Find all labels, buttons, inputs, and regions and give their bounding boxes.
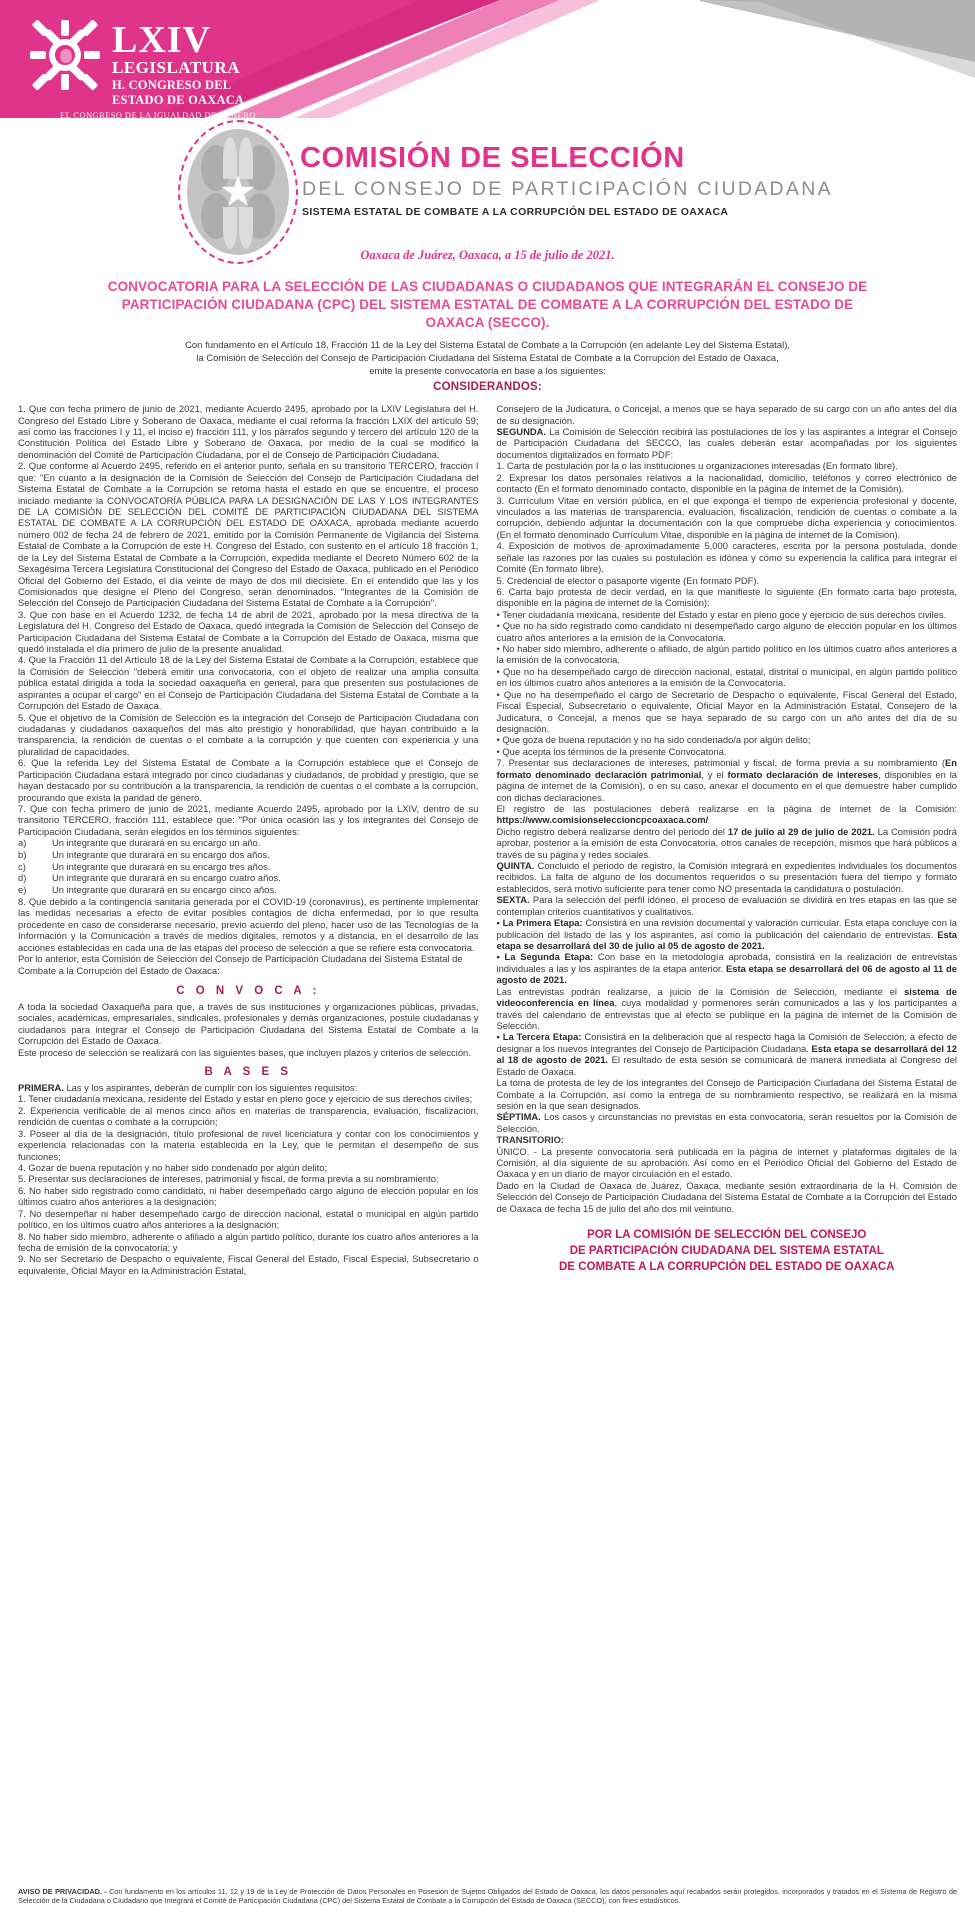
considerando-8: 8. Que debido a la contingencia sanitaria generada por el COVID-19 (coronavirus), es pertinente implementar las medidas necesarias a efecto de evitar posibles contagios de dicha enfermedad, por lo que resulta procedente en caso de considerarse necesario, previo acuerdo del pleno, hacer uso de las Tecnologías de la Información y la Comunicación a través de medios digitales, remotos y a distancia, en el desarrollo de las acciones establecidas en cada una de las etapas del proceso de selección a que se refiere esta convocatoria. xyxy=(18,895,479,953)
protesta-bullet-2: • Que no ha sido registrado como candidato ni desempeñado cargo alguno de elección popular en los últimos cuatro años anteriores a la emisión de la Convocatoria. xyxy=(496,620,957,643)
etapa-primera-fechas: Esta etapa se desarrollará del 30 de julio al 05 de agosto de 2021. xyxy=(496,928,957,952)
considerando-closing: Por lo anterior, esta Comisión de Selección del Consejo de Participación Ciudadana del Sistema Estatal de Combate a la Corrupción del Estado de Oaxaca: xyxy=(18,953,463,976)
registro-line xyxy=(497,803,958,826)
considerando-6: 6. Que la referida Ley del Sistema Estatal de Combate a la Corrupción establece que el Consejo de Participación Ciudadana estará integrado por cinco ciudadanas y ciudadanos, de probidad y prestigio, que se hayan destacado por su contribución a la transparencia, la rendición de cuentas o el combate a la corrupción, procurando que exista la paridad de género. xyxy=(18,757,479,803)
convocatoria-title: CONVOCATORIA PARA LA SELECCIÓN DE LAS CIUDADANAS O CIUDADANOS QUE INTEGRARÁN EL CONSEJO DE PARTICIPACIÓN CIUDADANA (CPC) DEL SISTEMA ESTATAL DE COMBATE A LA CORRUPCIÓN DEL ESTADO DE OAXACA (SECCO). xyxy=(107,279,868,330)
periodo-fechas: 17 de julio al 29 de julio de 2021. xyxy=(727,825,875,837)
requisito-9: 9. No ser Secretario de Despacho o equivalente, Fiscal General del Estado, Fiscal Especial, Subsecretario o equivalente, Oficial Mayor en la Administración Estatal, xyxy=(18,1253,479,1276)
congress-logo xyxy=(30,20,256,118)
considerando-7: 7. Que con fecha primero de junio de 2021, mediante Acuerdo 2495, aprobado por la LXIV, dentro de su transitorio TERCERO, fracción 111, establece que: "Por única ocasión las y los integrantes del Consejo de Participación Ciudadana, serán elegidos en los términos siguientes: xyxy=(18,802,479,837)
body-columns xyxy=(0,393,975,1276)
etapa-tercera-text-2: El resultado de esta sesión se comunicará de manera inmediata al Congreso del Estado de Oaxaca. xyxy=(496,1054,957,1077)
list-item-label: Un integrante que durarará en su encargo dos años. xyxy=(52,848,270,860)
videoconf-label: sistema de videoconferencia en línea xyxy=(496,985,957,1009)
bases-heading: B A S E S xyxy=(204,1066,293,1079)
documento-6: 6. Carta bajo protesta de decir verdad, en la que manifieste lo siguiente (En formato carta bajo protesta, disponible en la página de internet de la Comisión): xyxy=(496,585,957,609)
etapa-segunda-label: • La Segunda Etapa: xyxy=(496,951,594,963)
base-segunda-text: La Comisión de Selección recibirá las postulaciones de los y las aspirantes a integrar el Consejo de Participación Ciudadana del SECCO, las cuales deberán estar acompañadas por los siguientes documentos digitalizados en formato PDF: xyxy=(496,426,957,460)
issue-date: Oaxaca de Juárez, Oaxaca, a 15 de julio de 2021. xyxy=(360,248,615,262)
considerando-4: 4. Que la Fracción 11 del Artículo 18 de la Ley del Sistema Estatal de Combate a la Corrupción, establece que la Comisión de Selección "deberá emitir una convocatoria, con el objeto de realizar una amplia consulta pública estatal dirigida a toda la sociedad oaxaqueña en general, para que presenten sus postulaciones de aspirantes a ocupar el cargo" en el Consejo de Participación Ciudadana del Sistema Estatal de Combate a la Corrupción del Estado de Oaxaca. xyxy=(18,654,479,712)
base-septima xyxy=(497,1111,958,1134)
list-item-label: Un integrante que durarará en su encargo tres años. xyxy=(52,860,271,872)
base-primera-label: PRIMERA. xyxy=(18,1082,64,1094)
list-item-letter: b) xyxy=(18,848,27,860)
periodo-c: La Comisión podrá aprobar, posterior a la emisión de esta Convocatoria, otros canales de recepción, mismos que hará públicos a través de su página y redes sociales. xyxy=(496,825,957,860)
document-title-block xyxy=(0,120,975,242)
protesta-bullet-5: • Que no ha desempeñado el cargo de Secretario de Despacho o equivalente, Fiscal General del Estado, Fiscal Especial, Subsecretario o equivalente, Oficial Mayor en la Administración Estatal, Consejero de la Judicatura, o Concejal, a menos que se haya separado de su cargo con un año antes del día de su designación. xyxy=(496,688,957,734)
intro-line-2: la Comisión de Selección del Consejo de Participación Ciudadana del Sistema Estatal de Combate a la Corrupción del Estado de Oaxaca, xyxy=(196,352,779,364)
etapa-primera xyxy=(497,917,958,951)
requisito-9-continued: Consejero de la Judicatura, o Concejal, a menos que se haya separado de su cargo con un año antes del día de su designación. xyxy=(496,403,957,426)
transitorio-heading: TRANSITORIO: xyxy=(496,1134,565,1146)
documento-7-format-2: formato declaración de intereses xyxy=(727,768,879,780)
intro-line-1: Con fundamento en el Artículo 18, Fracción 11 de la Ley del Sistema Estatal de Combate a la Corrupción (en adelante Ley del Sistema Estatal), xyxy=(185,339,790,351)
base-primera xyxy=(18,1082,479,1093)
page-subtitle: DEL CONSEJO DE PARTICIPACIÓN CIUDADANA xyxy=(302,178,833,200)
considerando-5: 5. Que el objetivo de la Comisión de Selección es la integración del Consejo de Participación Ciudadana con ciudadanas y ciudadanos oaxaqueños del más alto prestigio y honorabilidad, que hayan contribuido a la transparencia, la rendición de cuentas o el combate a la corrupción y que cuenten con experiencia y una pluralidad de capacidades. xyxy=(18,711,479,757)
list-item xyxy=(18,884,479,896)
list-item-letter: a) xyxy=(18,837,27,849)
base-quinta-label: QUINTA. xyxy=(496,860,535,872)
logo-congress-2: ESTADO DE OAXACA xyxy=(112,92,245,107)
right-column xyxy=(497,403,958,1276)
requisito-7: 7. No desempeñar ni haber desempeñado cargo de dirección nacional, estatal o municipal en algún partido político, en los últimos cuatro años anteriores a la designación; xyxy=(18,1207,479,1231)
base-sexta-text: Para la selección del perfil idóneo, el proceso de evaluación se dividirá en tres etapas en las que se contemplan criterios cuantitativos y cualitativos. xyxy=(496,894,957,917)
protesta-bullet-4: • Que no ha desempeñado cargo de dirección nacional, estatal, distrital o municipal, en algún partido político en los últimos cuatro años anteriores a la emisión de la Convocatoria. xyxy=(496,665,957,689)
etapa-segunda xyxy=(497,951,958,985)
base-quinta-text: Concluido el periodo de registro, la Comisión integrará en expedientes individuales los documentos recibidos. La falta de alguno de los documentos requeridos o su presentación fuera del tiempo y formato establecidos, será motivo suficiente para tener como NO presentada la candidatura o postulación. xyxy=(496,860,957,894)
etapa-tercera-label: • La Tercera Etapa: xyxy=(496,1031,582,1043)
page-subtitle-2: SISTEMA ESTATAL DE COMBATE A LA CORRUPCIÓN DEL ESTADO DE OAXACA xyxy=(302,206,729,218)
videoconf-a: Las entrevistas podrán realizarse, a juicio de la Comisión de Selección, mediante el xyxy=(496,985,905,997)
logo-congress-1: H. CONGRESO DEL xyxy=(112,77,232,92)
privacy-label: AVISO DE PRIVACIDAD. - xyxy=(18,1886,107,1896)
privacy-notice xyxy=(18,1887,957,1906)
requisito-2: 2. Experiencia verificable de al menos cinco años en materias de transparencia, evaluación, fiscalización, rendición de cuentas o combate a la corrupción; xyxy=(18,1104,479,1128)
documento-7-c: , y el xyxy=(701,768,728,780)
requisito-6: 6. No haber sido registrado como candidato, ni haber desempeñado cargo alguno de elección popular en los últimos cuatro años anteriores a la designación; xyxy=(18,1184,479,1208)
toma-protesta: La toma de protesta de ley de los integrantes del Consejo de Participación Ciudadana del Sistema Estatal de Combate a la Corrupción, así como la entrega de su nombramiento respectivo, se realizará en la misma sesión en la que sean designados. xyxy=(496,1077,957,1111)
base-quinta xyxy=(497,860,958,894)
transitorio-unico: ÚNICO. - La presente convocatoria será publicada en la página de internet y plataformas digitales de la Comisión, al día siguiente de su aprobación. Así como en el Periódico Oficial del Gobierno del Estado de Oaxaca y en un diario de mayor circulación en el estado. xyxy=(496,1145,957,1180)
base-segunda-label: SEGUNDA. xyxy=(496,426,546,438)
base-primera-text: Las y los aspirantes, deberán de cumplir con los siguientes requisitos: xyxy=(63,1082,358,1094)
documento-3: 3. Currículum Vitae en versión pública, en el que exponga el tiempo de experiencia profesional y docente, vinculados a las materias de transparencia, evaluación, fiscalización, rendición de cuentas o combate a la corrupción, debiendo adjuntar la documentación con la que compruebe dicha experiencia y conocimientos. (En el formato denominado Currículum Vitae, disponible en la página de internet de la Comisión). xyxy=(496,494,957,540)
logo-legislatura: LEGISLATURA xyxy=(112,58,240,78)
etapa-tercera xyxy=(497,1031,958,1077)
etapa-segunda-videoconf xyxy=(497,986,958,1032)
list-item-letter: e) xyxy=(18,884,27,896)
documento-7 xyxy=(497,757,958,803)
signoff-block xyxy=(497,1228,958,1276)
etapa-tercera-fechas: Esta etapa se desarrollará del 12 al 18 de agosto de 2021. xyxy=(496,1042,957,1066)
etapa-primera-text: Consistirá en una revisión documental y valoración curricular. Esta etapa concluye con la publicación del listado de las y los aspirantes, así como la publicación del calendario de entrevistas. xyxy=(496,917,957,940)
convoca-body-2: Este proceso de selección se realizará con las siguientes bases, que incluyen plazos y criterios de selección. xyxy=(18,1046,471,1058)
list-item-label: Un integrante que durarará en su encargo un año. xyxy=(52,837,261,849)
list-item-label: Un integrante que durarará en su encargo cinco años. xyxy=(52,884,277,896)
signoff-line-1: POR LA COMISIÓN DE SELECCIÓN DEL CONSEJO xyxy=(587,1229,867,1242)
documento-7-a: 7. Presentar sus declaraciones de intereses, patrimonial y fiscal, de forma previa a su nombramiento ( xyxy=(496,757,946,769)
convoca-heading: C O N V O C A : xyxy=(176,984,321,997)
requisito-4: 4. Gozar de buena reputación y no haber sido condenado por algún delito; xyxy=(18,1161,328,1173)
requisito-3: 3. Poseer al día de la designación, título profesional de nivel licenciatura y contar con los conocimientos y experiencia relacionadas con la materia establecida en la Ley, que le permitan el desempeño de sus funciones; xyxy=(18,1127,479,1162)
considerando-1: 1. Que con fecha primero de junio de 2021, mediante Acuerdo 2495, aprobado por la LXIV Legislatura del H. Congreso del Estado Libre y Soberano de Oaxaca, mediante el cual reforma la fracción LXIX del artículo 59; así como las fracciones I y 11, el inciso e) fracción 111, y los párrafos segundo y tercero del artículo 120 de la Constitución Política del Estado Libre y Soberano de Oaxaca, por medio de la cual se modificó la denominación del Comité de Participación Ciudadana, por el de Consejo de Participación Ciudadana. xyxy=(18,403,479,460)
registro-url[interactable]: https://www.comisionseleccioncpcoaxaca.com/ xyxy=(496,814,709,826)
intro-paragraph xyxy=(0,339,975,378)
periodo-registro xyxy=(497,826,958,860)
considerando-3: 3. Que con base en el Acuerdo 1232, de fecha 14 de abril de 2021, aprobado por la mesa directiva de la Legislatura del H. Congreso del Estado de Oaxaca, quedó integrada la Comisión de Selección del Consejo de Participación Ciudadana del Sistema Estatal de Combate a la Corrupción del Estado de Oaxaca, misma que quedó instalada el día primero de julio de la presente anualidad. xyxy=(18,608,479,655)
page-header xyxy=(0,0,975,118)
logo-tagline: EL CONGRESO DE LA IGUALDAD DE GÉNERO xyxy=(60,109,256,118)
list-item-letter: c) xyxy=(18,860,26,872)
base-septima-text: Los casos y circunstancias no previstas en esta convocatoria, serán resueltos por la Comisión de Selección. xyxy=(496,1111,957,1134)
considerandos-heading: CONSIDERANDOS: xyxy=(433,381,542,394)
list-item xyxy=(18,849,479,861)
privacy-text: Con fundamento en los artículos 11, 12 y 19 de la Ley de Protección de Datos Personales en Posesión de Sujetos Obligados del Estado de Oaxaca, los datos personales aquí recabados serán protegidos, incorporados y tratados en el Sistema de Registro de Selección de la Ciudadana o Ciudadano que Integrará el Comité de Participación Ciudadana (CPC) del Sistema Estatal de Combate a la Corrupción del Estado de Oaxaca (SECCO), con fines estadísticos. xyxy=(18,1886,957,1906)
documento-4: 4. Exposición de motivos de aproximadamente 5,000 caracteres, escrita por la persona postulada, donde señale las razones por las cuales su postulación es idónea y cómo su experiencia la califica para integrar el Comité (En formato libre). xyxy=(496,540,957,575)
list-item-label: Un integrante que durarará en su encargo cuatro años. xyxy=(52,872,281,884)
base-septima-label: SÉPTIMA. xyxy=(496,1111,541,1123)
dado-en: Dado en la Ciudad de Oaxaca de Juárez, Oaxaca, mediante sesión extraordinaria de la H. Comisión de Selección del Consejo de Participación Ciudadana del Sistema Estatal de Combate a la Corrupción del Estado de Oaxaca de fecha 15 de julio del año dos mil veintiuno. xyxy=(496,1179,957,1214)
list-item xyxy=(18,872,479,884)
list-item xyxy=(18,837,479,849)
documento-1: 1. Carta de postulación por la o las instituciones u organizaciones interesadas (En formato libre). xyxy=(496,460,898,472)
page-title: COMISIÓN DE SELECCIÓN xyxy=(300,142,685,174)
etapa-tercera-text: Consistirá en la deliberación que al respecto haga la Comisión de Selección, a efecto de designar a los nuevos integrantes del Consejo de Participación Ciudadana. xyxy=(496,1031,958,1054)
requisito-5: 5. Presentar sus declaraciones de intereses, patrimonial y fiscal, de forma previa a su nombramiento; xyxy=(18,1173,439,1185)
protesta-bullet-6: • Que goza de buena reputación y no ha sido condenado/a por algún delito; xyxy=(496,734,811,746)
left-column xyxy=(18,403,479,1276)
logo-lxiv: LXIV xyxy=(112,19,212,61)
requisito-8: 8. No haber sido miembro, adherente o afiliado a algún partido político, durante los cuatro años anteriores a la fecha de emisión de la convocatoria; y xyxy=(18,1230,479,1253)
signoff-line-3: DE COMBATE A LA CORRUPCIÓN DEL ESTADO DE OAXACA xyxy=(559,1260,895,1273)
etapa-segunda-text: Con base en la metodología aprobada, consistirá en la realización de entrevistas individuales a las y los aspirantes de la etapa anterior. xyxy=(496,951,958,974)
protesta-bullet-1: • Tener ciudadanía mexicana, residente del Estado y estar en pleno goce y ejercicio de sus derechos civiles. xyxy=(496,608,947,620)
seal-emblem-icon xyxy=(178,120,298,264)
documento-2: 2. Expresar los datos personales relativos a la nacionalidad, domicilio, teléfonos y correo electrónico de contacto (En el formato denominado contacto, disponible en la página de internet de la Comisión). xyxy=(496,471,957,495)
considerando-2: 2. Que conforme al Acuerdo 2495, referido en el anterior punto, señala en su transitorio TERCERO, fracción I que: "En cuanto a la designación de la Comisión de Selección del Consejo de Participación Ciudadana del Sistema Estatal de Combate a la Corrupción se retoma hasta el estado en que se encuentre, el proceso iniciado mediante la CONVOCATORÍA PÚBLICA PARA LA DESIGNACIÓN DE LAS Y LOS INTEGRANTES DE LA COMISIÓN DE SELECCIÓN DEL COMITÉ DE PARTICIPACIÓN CIUDADANA DEL SISTEMA ESTATAL DE COMBATE A LA CORRUPCIÓN DEL ESTADO DE OAXACA, aprobada mediante acuerdo número 002 de fecha 24 de febrero de 2021, emitido por la Comisión Permanente de Vigilancia del Sistema Estatal de Combate a la Corrupción de este H. Congreso del Estado, con sustento en el artículo 18 fracción 1, de la Ley del Sistema Estatal de Combate a la Corrupción, expedida mediante el Decreto Número 602 de la Sexagésima Tercera Legislatura Constitucional del Congreso del Estado de Oaxaca, publicado en el Periódico Oficial del Gobierno del Estado, el día veinte de mayo de dos mil diecisiete. En el entendido que las y los Comisionados que designe el Pleno del Congreso, serán denominados. "Integrantes de la Comisión de Selección del Consejo de Participación Ciudadana del Sistema Estatal de Combate a la Corrupción". xyxy=(18,460,479,609)
protesta-bullet-7: • Que acepta los términos de la presente Convocatoria. xyxy=(496,745,727,757)
periodo-a: Dicho registro deberá realizarse dentro del periodo del xyxy=(496,825,728,837)
base-sexta xyxy=(497,894,958,917)
base-segunda xyxy=(497,426,958,460)
etapa-segunda-fechas: Esta etapa se desarrollará del 06 de agosto al 11 de agosto de 2021. xyxy=(496,962,957,986)
requisito-1: 1. Tener ciudadanía mexicana, residente del Estado y estar en pleno goce y ejercicio de sus derechos civiles; xyxy=(18,1093,473,1105)
list-item xyxy=(18,861,479,873)
registro-text: El registro de las postulaciones deberá realizarse en la página de internet de la Comisión: xyxy=(496,802,957,814)
congress-emblem-icon xyxy=(30,20,100,90)
convoca-body: A toda la sociedad Oaxaqueña para que, a través de sus instituciones y organizaciones públicas, privadas, sociales, académicas, empresariales, sindicales, profesionales y demás organizaciones, postule ciudadanas y ciudadanos para integrar el Consejo de Participación Ciudadana del Sistema Estatal de Combate a la Corrupción del Estado de Oaxaca. xyxy=(18,1000,479,1047)
etapa-primera-label: • La Primera Etapa: xyxy=(496,917,583,929)
intro-line-3: emite la presente convocatoria en base a los siguientes: xyxy=(369,366,606,378)
signoff-line-2: DE PARTICIPACIÓN CIUDADANA DEL SISTEMA ESTATAL xyxy=(569,1245,884,1257)
documento-7-e: , disponibles en la página de internet de la Comisión), o en su caso, anexar el documento en el que demuestre haber cumplido con dichas declaraciones. xyxy=(496,768,957,803)
base-sexta-label: SEXTA. xyxy=(496,894,530,906)
list-item-letter: d) xyxy=(18,872,27,884)
videoconf-e: , cuya modalidad y pormenores serán comunicados a las y los participantes a través del calendario de entrevistas que al efecto se publique en la página de internet de la Comisión de Selección. xyxy=(496,997,957,1031)
documento-5: 5. Credencial de elector o pasaporte vigente (En formato PDF). xyxy=(496,574,760,586)
protesta-bullet-3: • No haber sido miembro, adherente o afiliado, de algún partido político en los últimos cuatro años anteriores a la emisión de la convocatoria. xyxy=(496,643,957,666)
documento-7-format-1: En formato denominado declaración patrimonial xyxy=(496,757,957,780)
